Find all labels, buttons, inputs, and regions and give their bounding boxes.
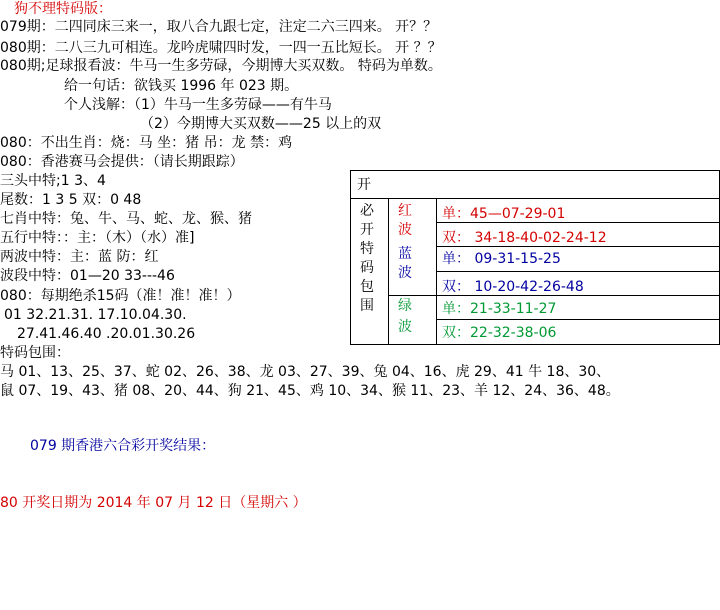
green-wave-label: 绿 bbox=[398, 298, 412, 314]
table-head: 开 bbox=[357, 177, 371, 193]
red-wave-label: 波 bbox=[398, 222, 412, 238]
text-line-zodiac-numbers-2: 鼠 07、19、43、猪 08、20、44、狗 21、45、鸡 10、34、猴 11、23、羊 12、24、36、48。 bbox=[0, 383, 620, 399]
page-title: 狗不理特码版： bbox=[14, 1, 112, 17]
divider bbox=[436, 319, 719, 320]
text-line-kill-15: 080：每期绝杀15码（准！准！准！） bbox=[0, 288, 241, 304]
result-title: 079 期香港六合彩开奖结果： bbox=[30, 438, 216, 454]
side-char: 特 bbox=[360, 241, 374, 257]
side-char: 围 bbox=[360, 298, 374, 314]
text-line-080b: 080期;足球报看波：牛马一生多劳碌，今期博大买双数。 特码为单数。 bbox=[0, 58, 442, 74]
side-char: 必 bbox=[360, 203, 374, 219]
text-line-heads: 三头中特;1 3、4 bbox=[0, 173, 106, 189]
divider bbox=[436, 271, 719, 272]
red-wave-label: 红 bbox=[398, 203, 412, 219]
text-line-kill-numbers-1: 01 32.21.31. 17.10.04.30. bbox=[4, 307, 187, 323]
green-single: 单：21-33-11-27 bbox=[442, 301, 557, 317]
text-line-two-waves: 两波中特：主：蓝 防：红 bbox=[0, 249, 159, 265]
blue-wave-label: 蓝 bbox=[398, 246, 412, 262]
text-line-analysis-2: （2）今期博大买双数——25 以上的双 bbox=[140, 116, 382, 132]
divider bbox=[436, 222, 719, 223]
text-line-five-elements: 五行中特：：主：（木）（水）准] bbox=[0, 230, 195, 246]
side-char: 包 bbox=[360, 279, 374, 295]
text-line-jockey: 080：香港赛马会提供：（请长期跟踪） bbox=[0, 154, 244, 170]
draw-date: 80 开奖日期为 2014 年 07 月 12 日（星期六 ） bbox=[0, 495, 307, 511]
divider bbox=[388, 198, 389, 344]
text-line-hint: 给一句话：欲钱买 1996 年 023 期。 bbox=[64, 78, 299, 94]
text-line-tails: 尾数：1 3 5 双：0 48 bbox=[0, 192, 142, 208]
text-line-kill-numbers-2: 27.41.46.40 .20.01.30.26 bbox=[17, 326, 196, 342]
blue-single: 单： 09-31-15-25 bbox=[442, 251, 561, 267]
text-line-seven-zodiac: 七肖中特：兔、牛、马、蛇、龙、猴、猪 bbox=[0, 211, 252, 227]
text-line-080a: 080期：二八三九可相连。龙吟虎啸四时发，一四一五比短长。 开 ？？ bbox=[0, 40, 442, 56]
text-line-analysis-1: 个人浅解：（1）牛马一生多劳碌——有牛马 bbox=[64, 97, 332, 113]
green-double: 双：22-32-38-06 bbox=[442, 325, 557, 341]
text-line-079: 079期：二四同床三来一，取八合九跟七定，注定二六三四来。 开？？ bbox=[0, 19, 438, 35]
blue-double: 双： 10-20-42-26-48 bbox=[442, 279, 584, 295]
red-single: 单：45—07-29-01 bbox=[442, 206, 566, 222]
text-line-wave-range: 波段中特：01—20 33---46 bbox=[0, 268, 175, 284]
side-char: 开 bbox=[360, 222, 374, 238]
divider bbox=[351, 198, 719, 199]
text-line-no-zodiac: 080：不出生肖：烧：马 坐：猪 吊：龙 禁：鸡 bbox=[0, 135, 293, 151]
divider bbox=[388, 295, 719, 296]
green-wave-label: 波 bbox=[398, 319, 412, 335]
divider bbox=[436, 246, 719, 247]
side-char: 码 bbox=[360, 260, 374, 276]
text-line-zodiac-numbers-1: 马 01、13、25、37、蛇 02、26、38、龙 03、27、39、兔 04、16、虎 29、41 牛 18、30、 bbox=[0, 364, 611, 380]
prediction-table bbox=[350, 170, 720, 345]
text-line-special-surround: 特码包围： bbox=[0, 345, 70, 361]
red-double: 双： 34-18-40-02-24-12 bbox=[442, 230, 607, 246]
blue-wave-label: 波 bbox=[398, 265, 412, 281]
